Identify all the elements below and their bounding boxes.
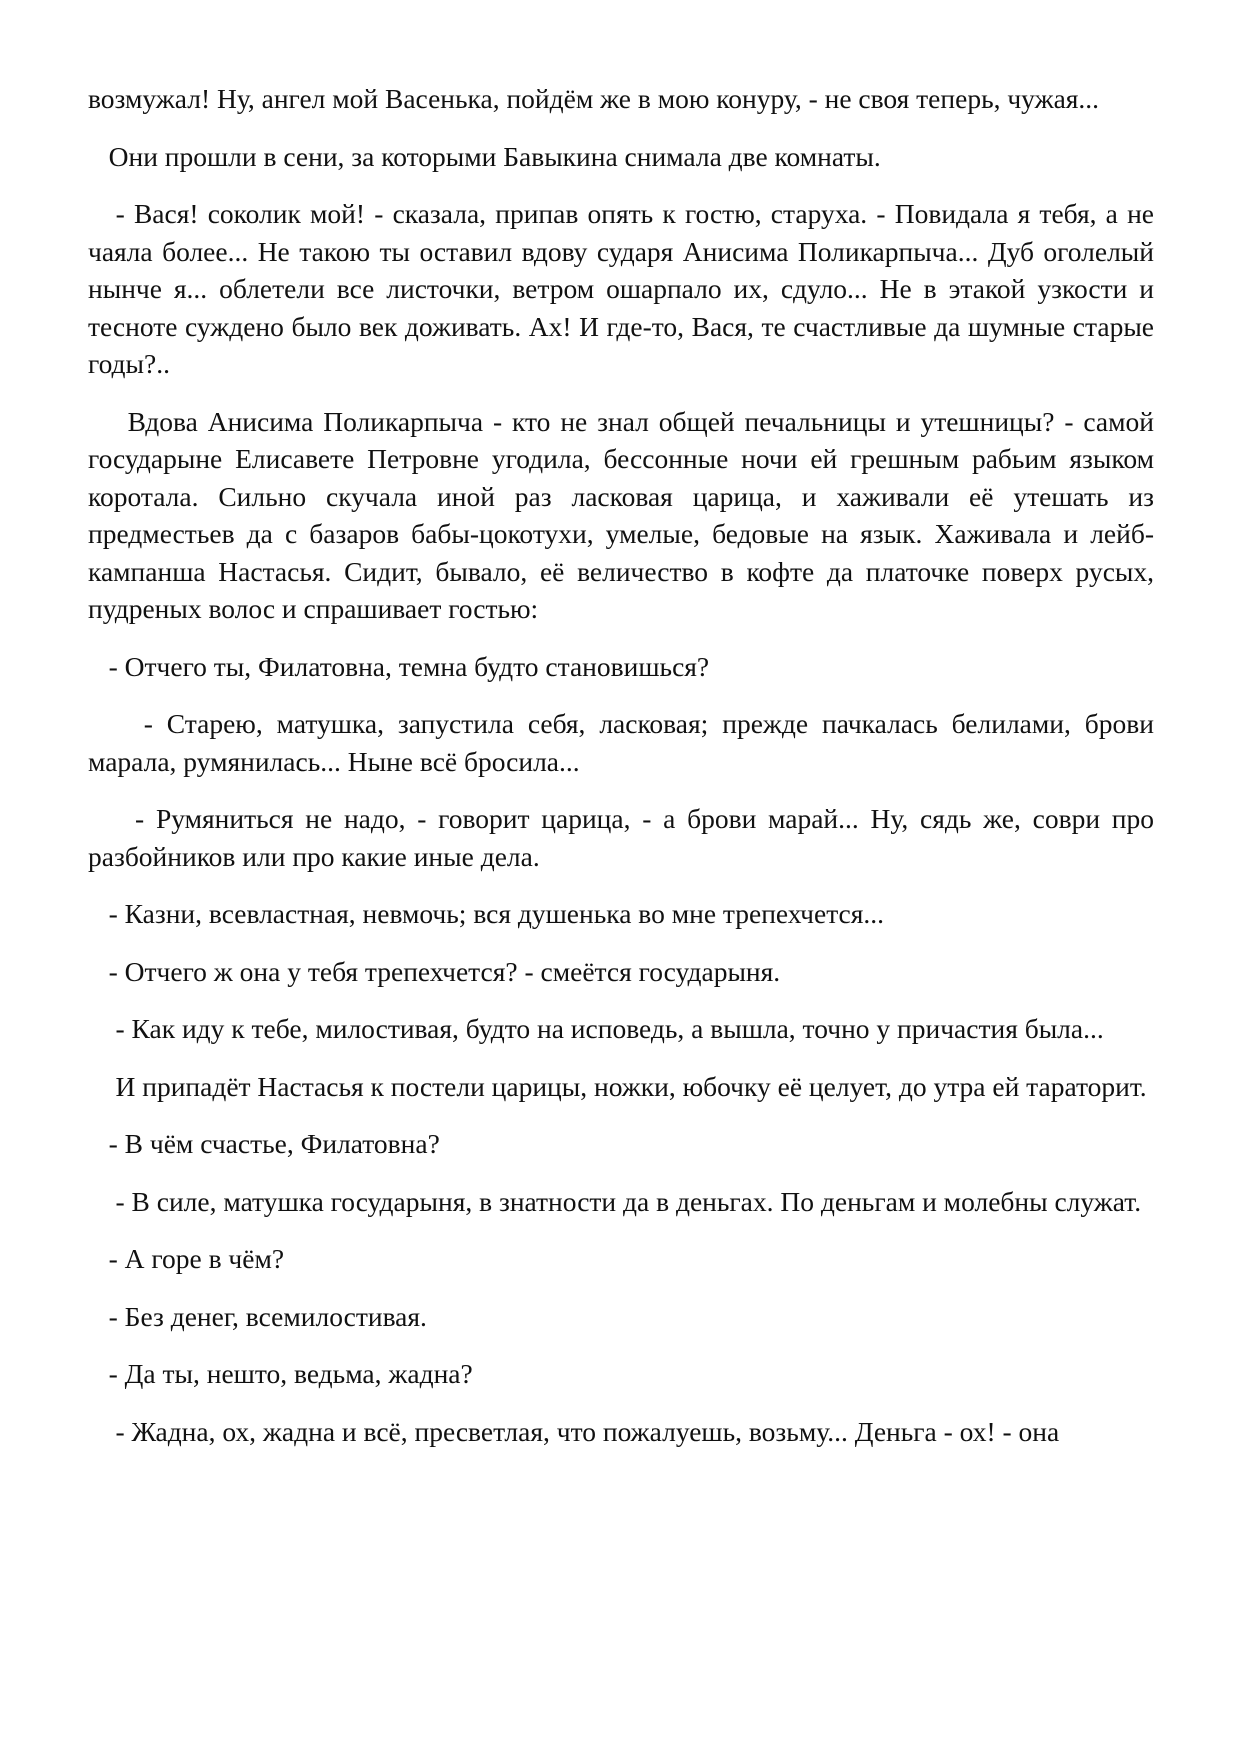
paragraph-1: возмужал! Ну, ангел мой Васенька, пойдём же в мою конуру, - не своя теперь, чужая... [88, 83, 1100, 114]
paragraph-16: - Да ты, нешто, ведьма, жадна? [88, 1358, 473, 1389]
paragraph-5: - Отчего ты, Филатовна, темна будто становишься? [88, 650, 710, 682]
paragraph-7: - Румяниться не надо, - говорит царица, - а брови марай... Ну, сядь же, соври про разбойников или про какие иные дела. [88, 803, 1161, 872]
paragraph-6: - Старею, матушка, запустила себя, ласковая; прежде пачкалась белилами, брови марала, румянилась... Ныне всё бросила... [88, 708, 1161, 777]
paragraph-2: Они прошли в сени, за которыми Бавыкина снимала две комнаты. [88, 140, 881, 172]
paragraph-8: - Казни, всевластная, невмочь; вся душенька во мне трепехчется... [88, 898, 885, 929]
paragraph-12: - В чём счастье, Филатовна? [88, 1128, 440, 1159]
paragraph-15: - Без денег, всемилостивая. [88, 1300, 427, 1332]
paragraph-13: - В силе, матушка государыня, в знатности да в деньгах. По деньгам и молебны служат. [88, 1185, 1142, 1217]
paragraph-4: Вдова Анисима Поликарпыча - кто не знал общей печальницы и утешницы? - самой государыне Елисавете Петровне угодила, бессонные ночи ей грешным рабьим языком коротала. Сильно скучала иной раз ласковая царица, и хаживали её утешать из предместьев да с базаров бабы-цокотухи, умелые, бедовые на язык. Хаживала и лейб-кампанша Настасья. Сидит, бывало, её величество в кофте да платочке поверх русых, пудреных волос и спрашивает гостью: [88, 405, 1161, 624]
paragraph-9: - Отчего ж она у тебя трепехчется? - смеётся государыня. [88, 955, 781, 987]
paragraph-17: - Жадна, ох, жадна и всё, пресветлая, что пожалуешь, возьму... Деньга - ох! - она [88, 1415, 1060, 1447]
paragraph-3: - Вася! соколик мой! - сказала, припав опять к гостю, старуха. - Повидала я тебя, а не чаяла более... Не такою ты оставил вдову сударя Анисима Поликарпыча... Дуб оголелый нынче я... облетели все листочки, ветром ошарпало их, сдуло... Не в этакой узкости и тесноте суждено было век доживать. Ах! И где-то, Вася, те счастливые да шумные старые годы?.. [88, 198, 1161, 379]
paragraph-10: - Как иду к тебе, милостивая, будто на исповедь, а вышла, точно у причастия была... [88, 1013, 1104, 1044]
paragraph-14: - А горе в чём? [88, 1243, 285, 1274]
document-page [88, 80, 1161, 1470]
paragraph-11: И припадёт Настасья к постели царицы, ножки, юбочку её целует, до утра ей тараторит. [88, 1070, 1147, 1102]
